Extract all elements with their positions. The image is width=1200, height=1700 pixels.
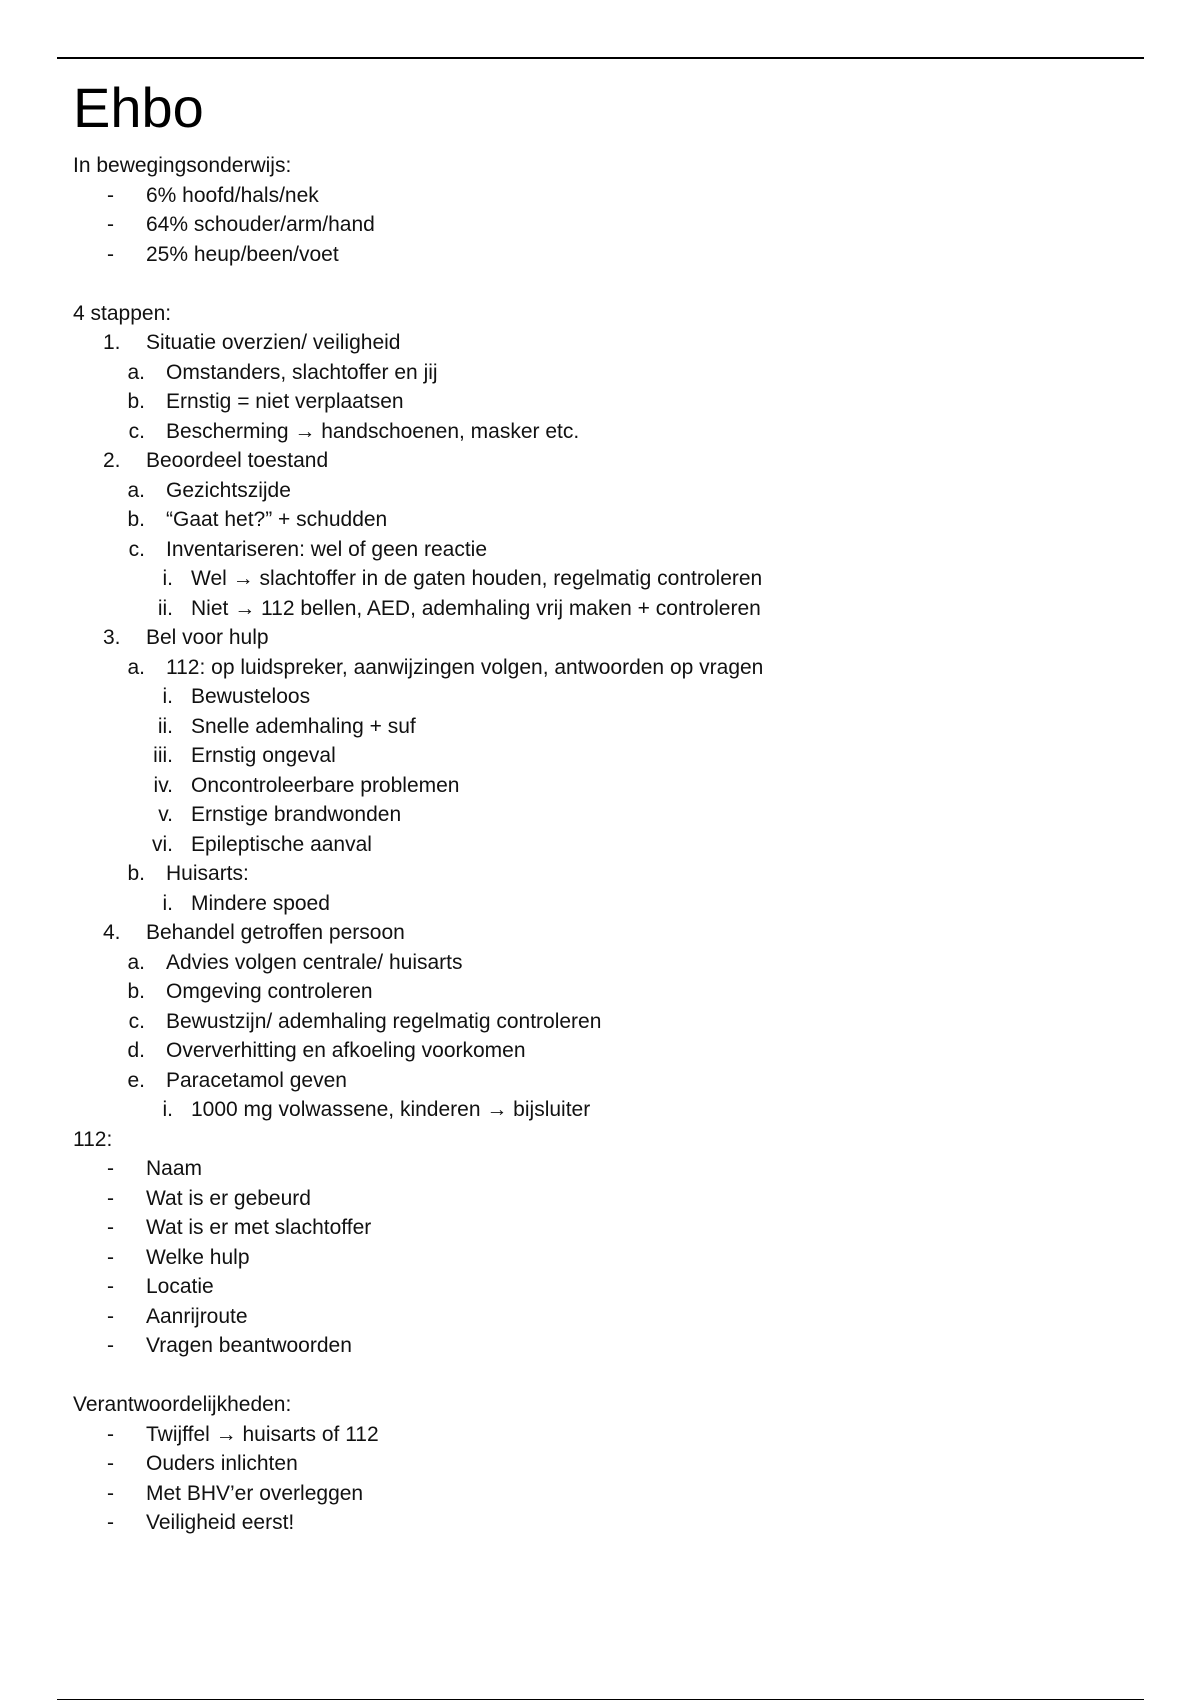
arrow-right-icon: →: [232, 567, 254, 590]
step-4: 4. Behandel getroffen persoon: [103, 921, 405, 944]
dash-marker: -: [107, 1275, 114, 1298]
dash-marker: -: [107, 1481, 114, 1505]
list-item: b. Huisarts:: [127, 862, 249, 885]
list-item: - 64% schouder/arm/hand: [73, 210, 1133, 240]
list-item: i. 1000 mg volwassene, kinderen → bijsluiter: [162, 1098, 591, 1121]
dash-marker: -: [107, 1245, 114, 1269]
dash-marker: -: [107, 1157, 114, 1180]
dash-marker: -: [107, 1304, 114, 1328]
list-item: c. Bescherming → handschoenen, masker etc.: [128, 419, 580, 443]
list-item: d. Oververhitting en afkoeling voorkomen: [127, 1039, 526, 1062]
section-heading-stappen: 4 stappen:: [73, 301, 172, 325]
list-item: vi. Epileptische aanval: [152, 832, 372, 856]
list-item: i. Bewusteloos: [162, 685, 311, 708]
list-item: c. Inventariseren: wel of geen reactie: [128, 537, 488, 561]
arrow-right-icon: →: [234, 596, 256, 620]
top-rule: [57, 57, 1144, 59]
list-item: b. Ernstig = niet verplaatsen: [127, 390, 404, 413]
list-item: a. 112: op luidspreker, aanwijzingen volgen, antwoorden op vragen: [127, 655, 764, 679]
list-item: - Locatie: [73, 1272, 1133, 1302]
list-item: - Wat is er met slachtoffer: [73, 1213, 1133, 1243]
list-item: b. “Gaat het?” + schudden: [127, 508, 388, 531]
arrow-right-icon: →: [294, 419, 316, 443]
list-item: - Twijffel → huisarts of 112: [73, 1420, 1133, 1450]
section-heading-112: 112:: [73, 1127, 113, 1151]
list-item: - 6% hoofd/hals/nek: [73, 181, 1133, 211]
list-item: i. Mindere spoed: [162, 891, 330, 915]
list-item: - Naam: [73, 1154, 1133, 1184]
list-item: e. Paracetamol geven: [127, 1068, 347, 1092]
list-item: v. Ernstige brandwonden: [158, 803, 402, 826]
dash-marker: -: [107, 1422, 114, 1446]
list-item: - Ouders inlichten: [73, 1449, 1133, 1479]
list-item: a. Omstanders, slachtoffer en jij: [127, 360, 438, 384]
list-item: - Aanrijroute: [73, 1302, 1133, 1332]
arrow-right-icon: →: [215, 1422, 237, 1446]
list-item: i. Wel → slachtoffer in de gaten houden, regelmatig controleren: [162, 567, 763, 590]
list-item: - Welke hulp: [73, 1243, 1133, 1273]
section-heading-verantwoordelijkheden: Verantwoordelijkheden:: [73, 1393, 292, 1416]
list-item: - Met BHV’er overleggen: [73, 1479, 1133, 1509]
list-item: ii. Snelle ademhaling + suf: [157, 714, 416, 738]
dash-marker: -: [107, 1511, 114, 1534]
list-item: ii. Niet → 112 bellen, AED, ademhaling vrij maken + controleren: [157, 596, 761, 620]
section-heading-bewegingsonderwijs: In bewegingsonderwijs:: [73, 154, 292, 177]
list-item: - Wat is er gebeurd: [73, 1184, 1133, 1214]
list-item: iv. Oncontroleerbare problemen: [153, 773, 460, 797]
arrow-right-icon: →: [486, 1098, 508, 1121]
page-title: Ehbo: [73, 76, 204, 139]
list-item: a. Gezichtszijde: [127, 478, 291, 502]
dash-marker: -: [107, 1216, 114, 1239]
step-3: 3. Bel voor hulp: [103, 626, 269, 649]
dash-marker: -: [107, 242, 114, 266]
list-item: iii. Ernstig ongeval: [153, 744, 336, 767]
list-item: a. Advies volgen centrale/ huisarts: [127, 950, 463, 974]
dash-marker: -: [107, 183, 114, 207]
dash-marker: -: [107, 1186, 114, 1210]
document-body: [73, 73, 1133, 1538]
step-2: 2. Beoordeel toestand: [103, 449, 329, 472]
list-item: b. Omgeving controleren: [127, 980, 373, 1003]
list-item: - Vragen beantwoorden: [73, 1331, 1133, 1361]
list-item: c. Bewustzijn/ ademhaling regelmatig controleren: [128, 1009, 602, 1033]
step-1: 1. Situatie overzien/ veiligheid: [103, 331, 401, 354]
dash-marker: -: [107, 213, 114, 236]
list-item: - Veiligheid eerst!: [73, 1508, 1133, 1538]
list-item: - 25% heup/been/voet: [73, 240, 1133, 270]
dash-marker: -: [107, 1334, 114, 1357]
dash-marker: -: [107, 1452, 114, 1475]
